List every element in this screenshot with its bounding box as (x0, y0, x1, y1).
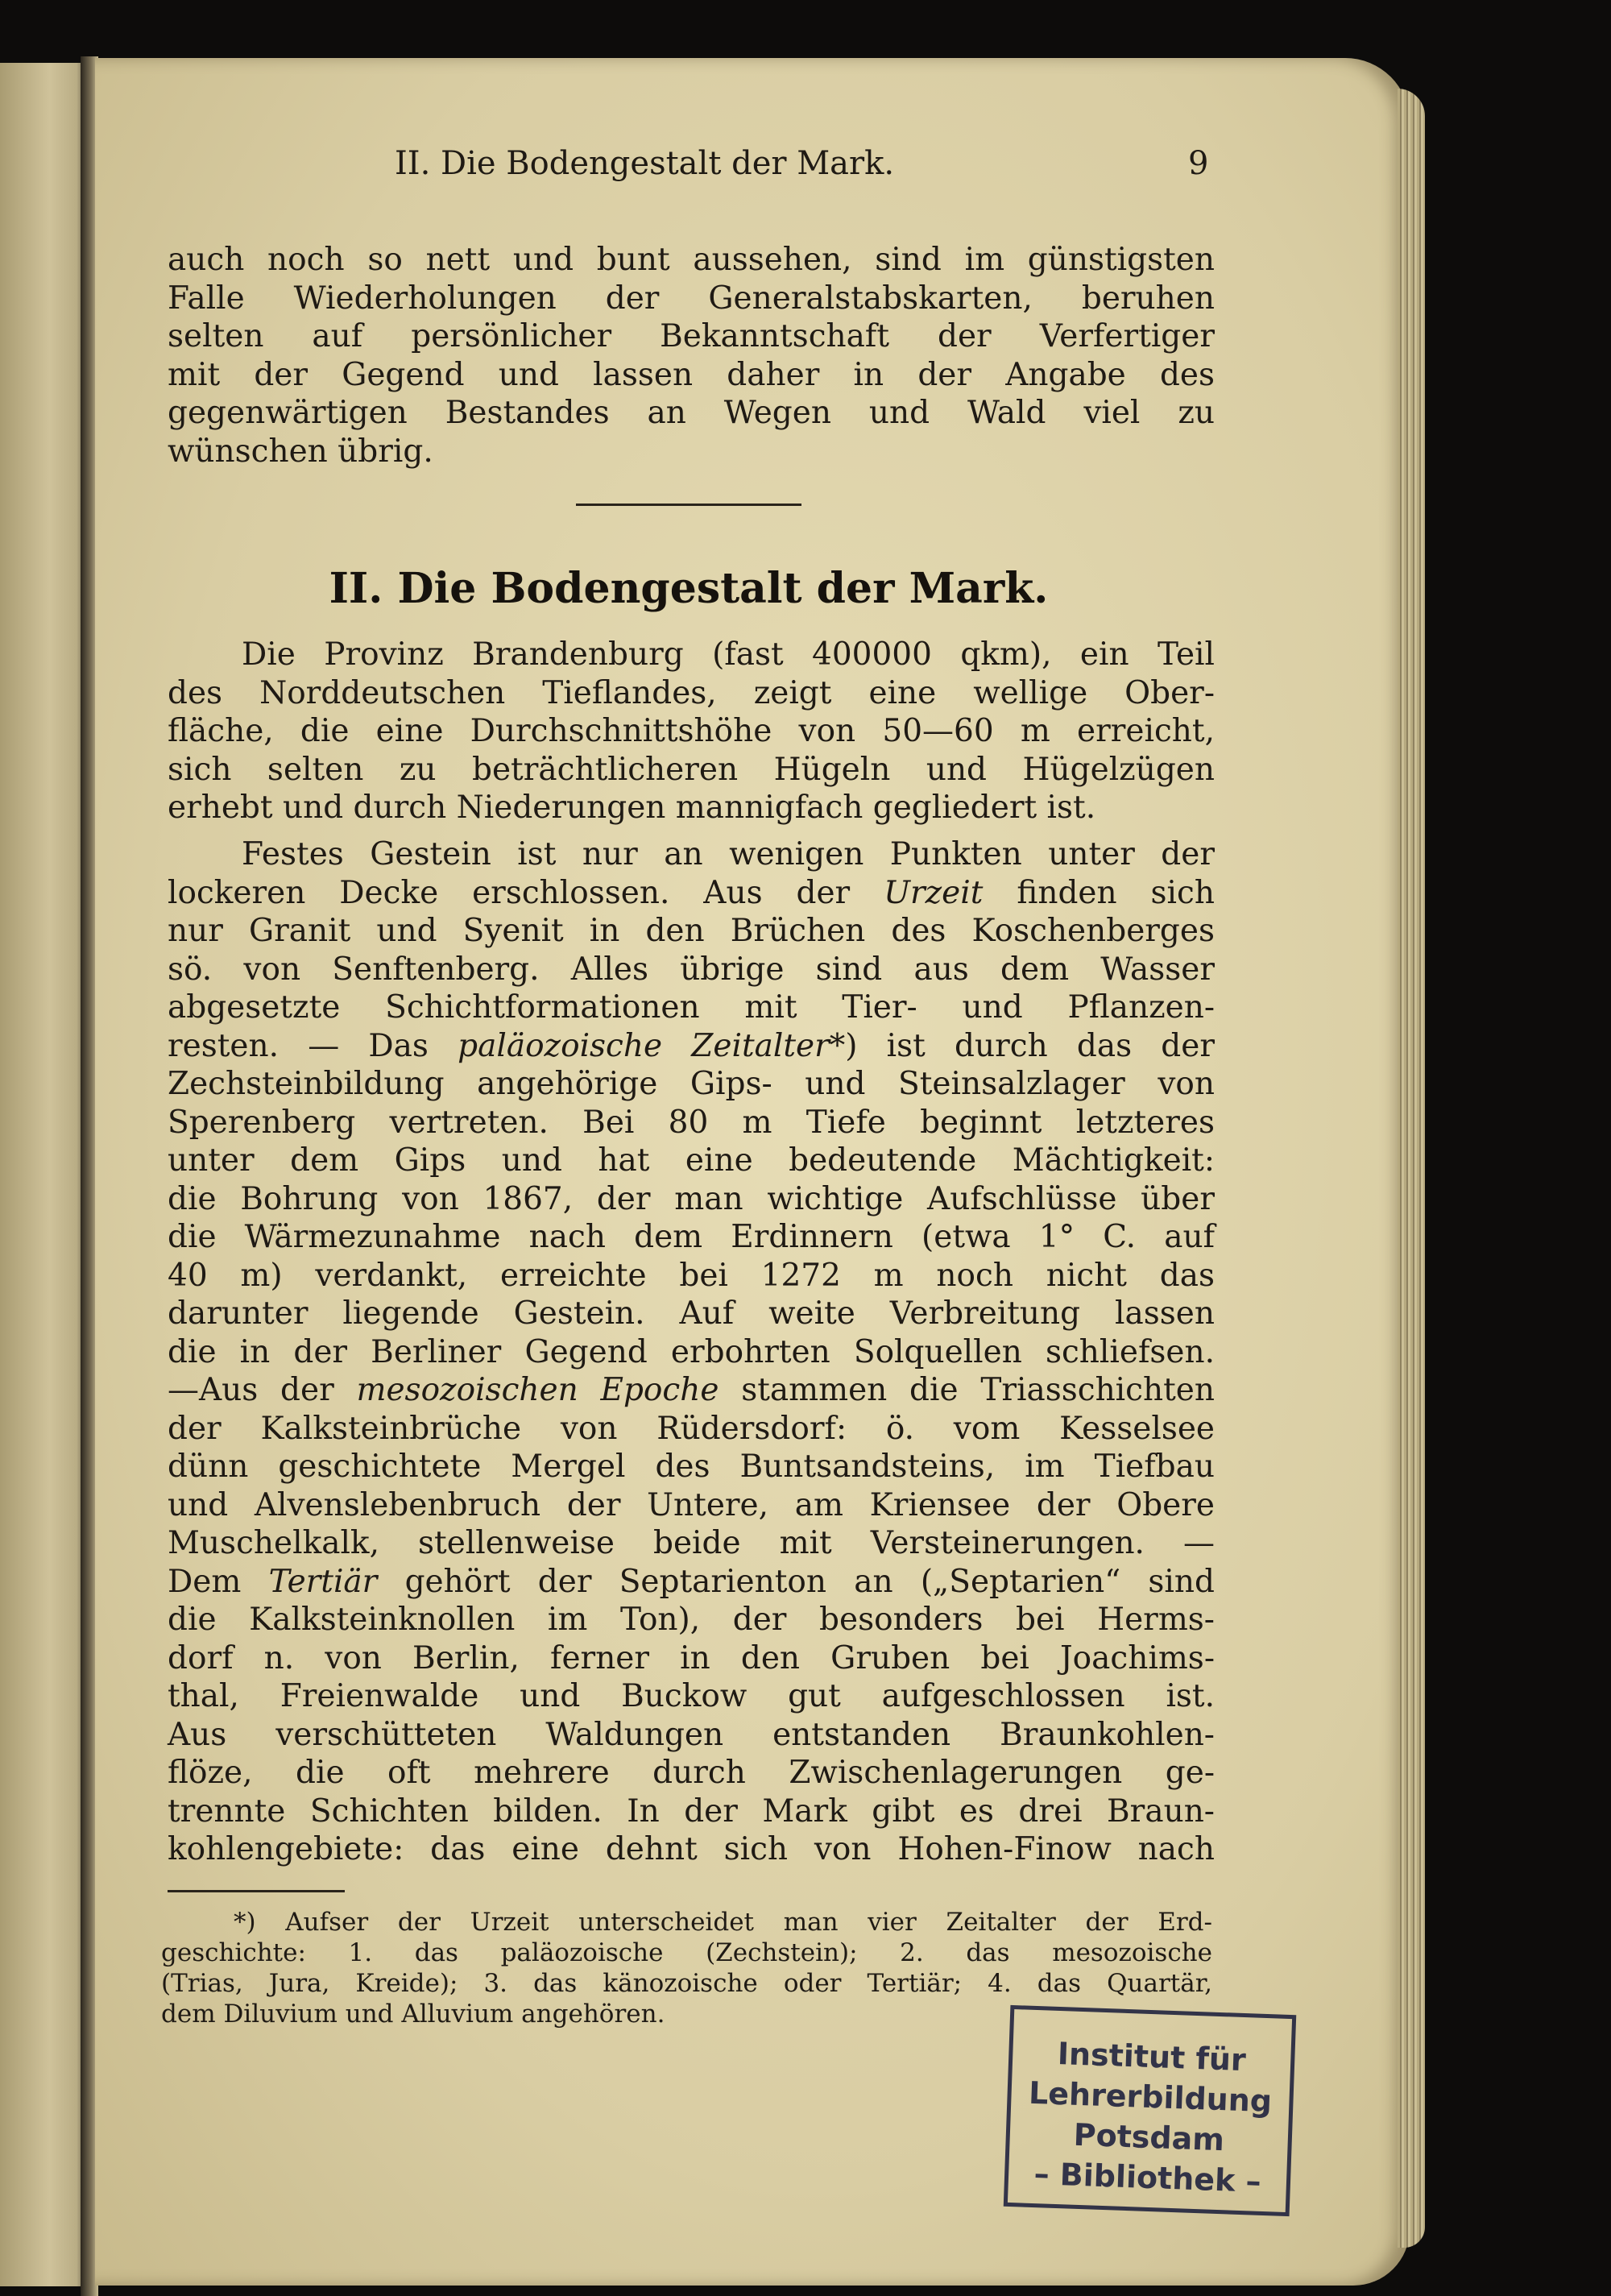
text-line: 40 m) verdankt, erreichte bei 1272 m noch nicht das (168, 1257, 1215, 1294)
text-line: Falle Wiederholungen der Generalstabskarten, beruhen (168, 280, 1215, 317)
text-line: abgesetzte Schichtformationen mit Tier- und Pflanzen- (168, 989, 1215, 1026)
stamp-line: Potsdam (1073, 2116, 1225, 2158)
text-line: sich selten zu beträchtlicheren Hügeln und Hügelzügen (168, 751, 1215, 788)
text-line: dünn geschichtete Mergel des Buntsandsteins, im Tiefbau (168, 1448, 1215, 1485)
text-line: nur Granit und Syenit in den Brüchen des Koschenberges (168, 913, 1215, 949)
text-line: kohlengebiete: das eine dehnt sich von Hohen-Finow nach (168, 1831, 1215, 1867)
emphasis: mesozoischen Epoche (356, 1372, 719, 1408)
section-divider (576, 504, 801, 506)
text-line: Dem Tertiär gehört der Septarienton an („Septarien“ sind (168, 1563, 1215, 1600)
text-line: mit der Gegend und lassen daher in der Angabe des (168, 356, 1215, 393)
text-line: resten. — Das paläozoische Zeitalter*) ist durch das der (168, 1027, 1215, 1064)
section-title: II. Die Bodengestalt der Mark. (329, 564, 1049, 613)
text-line: wünschen übrig. (168, 433, 433, 470)
text-line: Sperenberg vertreten. Bei 80 m Tiefe beginnt letzteres (168, 1104, 1215, 1141)
footnote-line: *) Aufser der Urzeit unterscheidet man vier Zeitalter der Erd- (234, 1908, 1212, 1937)
text-line: die Kalksteinknollen im Ton), der besonders bei Herms- (168, 1602, 1215, 1638)
text-line: Muschelkalk, stellenweise beide mit Versteinerungen. — (168, 1525, 1215, 1561)
footnote-line: geschichte: 1. das paläozoische (Zechstein); 2. das mesozoische (161, 1938, 1212, 1967)
stamp-line: Institut für (1057, 2035, 1247, 2078)
emphasis: paläozoische Zeitalter (458, 1027, 830, 1064)
text-line: gegenwärtigen Bestandes an Wegen und Wald viel zu (168, 395, 1215, 431)
text-line: und Alvenslebenbruch der Untere, am Kriensee der Obere (168, 1486, 1215, 1523)
paragraph-2 (168, 836, 1215, 1870)
stamp-line: Lehrerbildung (1028, 2074, 1273, 2120)
text-line: sö. von Senftenberg. Alles übrige sind aus dem Wasser (168, 951, 1215, 988)
footnote-rule (168, 1890, 345, 1892)
text-line: erhebt und durch Niederungen mannigfach gegliedert ist. (168, 790, 1096, 826)
text-line: darunter liegende Gestein. Auf weite Verbreitung lassen (168, 1295, 1215, 1332)
text-line: die in der Berliner Gegend erbohrten Solquellen schliefsen. (168, 1333, 1215, 1370)
running-header: II. Die Bodengestalt der Mark. (395, 145, 895, 182)
page-stack-edge (1398, 89, 1425, 2248)
text-line: Die Provinz Brandenburg (fast 400000 qkm), ein Teil (242, 636, 1215, 673)
text-line: fläche, die eine Durchschnittshöhe von 50—60 m erreicht, (168, 713, 1215, 749)
text-line: die Wärmezunahme nach dem Erdinnern (etwa 1° C. auf (168, 1219, 1215, 1255)
stamp-line: – Bibliothek – (1033, 2156, 1262, 2199)
text-line: Aus verschütteten Waldungen entstanden Braunkohlen- (168, 1716, 1215, 1753)
text-line: —Aus der mesozoischen Epoche stammen die Triasschichten (168, 1372, 1215, 1408)
page-number: 9 (1188, 145, 1209, 182)
text-line: dorf n. von Berlin, ferner in den Gruben bei Joachims- (168, 1639, 1215, 1676)
intro-paragraph (168, 242, 1215, 471)
paragraph-1 (168, 636, 1215, 828)
emphasis: Tertiär (268, 1563, 378, 1600)
text-line: Zechsteinbildung angehörige Gips- und Steinsalzlager von (168, 1066, 1215, 1102)
text-line: flöze, die oft mehrere durch Zwischenlagerungen ge- (168, 1755, 1215, 1791)
text-line: des Norddeutschen Tieflandes, zeigt eine wellige Ober- (168, 674, 1215, 711)
text-line: trennte Schichten bilden. In der Mark gibt es drei Braun- (168, 1792, 1215, 1830)
text-line: die Bohrung von 1867, der man wichtige Aufschlüsse über (168, 1180, 1215, 1217)
text-line: der Kalksteinbrüche von Rüdersdorf: ö. vom Kesselsee (168, 1410, 1215, 1447)
text-line: thal, Freienwalde und Buckow gut aufgeschlossen ist. (168, 1678, 1215, 1714)
text-line: lockeren Decke erschlossen. Aus der Urzeit finden sich (168, 874, 1215, 911)
library-stamp (1004, 2005, 1297, 2216)
footnote-line: (Trias, Jura, Kreide); 3. das känozoische oder Tertiär; 4. das Quartär, (161, 1969, 1212, 1998)
left-page-edge (0, 63, 90, 2286)
footnote-line: dem Diluvium und Alluvium angehören. (161, 2000, 665, 2029)
text-line: selten auf persönlicher Bekanntschaft der Verfertiger (168, 318, 1215, 354)
text-line: Festes Gestein ist nur an wenigen Punkten unter der (242, 836, 1215, 872)
text-line: auch noch so nett und bunt aussehen, sind im günstigsten (168, 242, 1215, 278)
emphasis: Urzeit (884, 874, 984, 911)
text-line: unter dem Gips und hat eine bedeutende Mächtigkeit: (168, 1142, 1215, 1179)
